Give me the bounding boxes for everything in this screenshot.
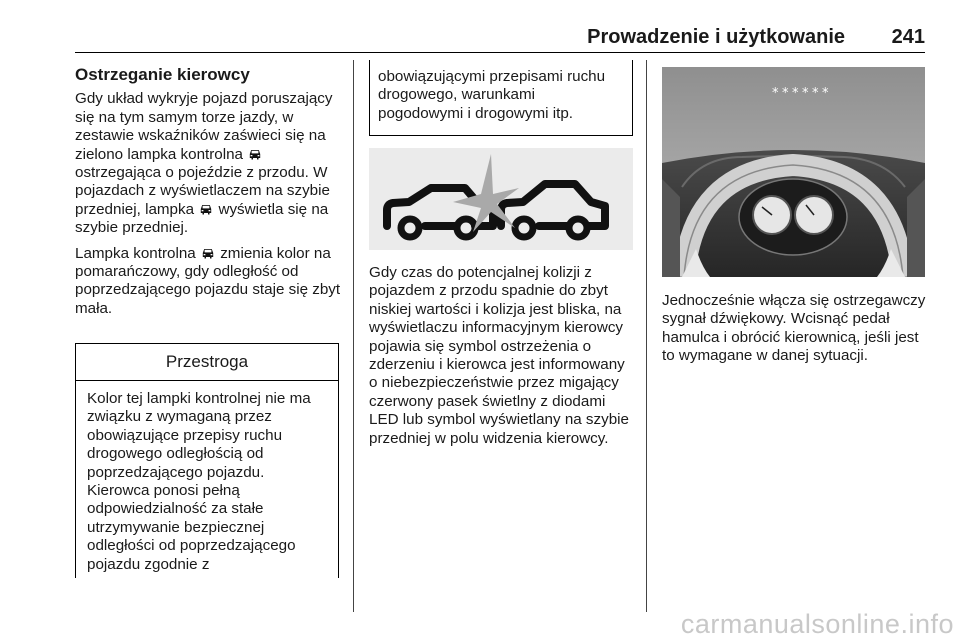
- column-right: [662, 292, 926, 373]
- led-icon: *: [772, 86, 779, 101]
- caution-box: [75, 343, 339, 578]
- led-icon: *: [812, 86, 819, 101]
- column-divider: [646, 60, 647, 612]
- paragraph: Lampka kontrolna zmienia kolor na pomarańczowy, gdy odległość od poprzedzającego pojazdu staje się zbyt mała.: [75, 244, 341, 317]
- car-front-icon: [249, 149, 261, 160]
- column-left: [75, 66, 341, 325]
- led-icon: *: [802, 86, 809, 101]
- caution-box-continued: obowiązującymi przepisami ruchu drogowego, warunkami pogodowymi i drogowymi itp.: [369, 60, 633, 136]
- car-front-icon: [202, 248, 214, 259]
- page-number: 241: [891, 26, 925, 48]
- led-icon: *: [822, 86, 829, 101]
- caution-text: Kolor tej lampki kontrolnej nie ma związku z wymaganą przez obowiązujące przepisy ruchu drogowego odległością od poprzedzającego pojazdu. Kierowca ponosi pełną odpowiedzialność za stałe utrzymywanie bezpiecznej odległości od poprzedzającego pojazdu zgodnie z: [87, 390, 311, 573]
- car-front-icon: [200, 204, 212, 215]
- column-middle: [369, 264, 637, 455]
- dashboard-hud-figure: [662, 67, 925, 277]
- column-divider: [353, 60, 354, 612]
- page-header: [75, 24, 925, 53]
- paragraph: Gdy czas do potencjalnej kolizji z pojazdem z przodu spadnie do zbyt niskiej wartości i kolizja jest bliska, na wyświetlaczu informacyjnym kierowcy pojawia się symbol ostrzeżenia o zderzeniu i kierowca jest informowany o niebezpieczeństwie przez migający czerwony pasek świetlny z diodami LED lub symbol wyświetlany na szybie przedniej w polu widzenia kierowcy.: [369, 264, 629, 447]
- paragraph: Gdy układ wykryje pojazd poruszający się na tym samym torze jazdy, w zestawie wskaźników zaświeci się na zielono lampka kontrolna ostrzegająca o pojeździe z przodu. W pojazdach z wyświetlaczem na szybie przedniej, lampka wyświetla się na szybie przedniej.: [75, 90, 333, 237]
- section-heading: Ostrzeganie kierowcy: [75, 65, 250, 84]
- watermark: carmanualsonline.info: [680, 609, 954, 639]
- led-icon: *: [792, 86, 799, 101]
- page-title: Prowadzenie i użytkowanie: [587, 26, 845, 48]
- caution-title: Przestroga: [76, 344, 338, 381]
- led-icon: *: [782, 86, 789, 101]
- collision-warning-figure: [369, 148, 633, 250]
- paragraph: Jednocześnie włącza się ostrzegawczy sygnał dźwiękowy. Wcisnąć pedał hamulca i obrócić kierownicą, jeśli jest to wymagane w danej sytuacji.: [662, 292, 926, 365]
